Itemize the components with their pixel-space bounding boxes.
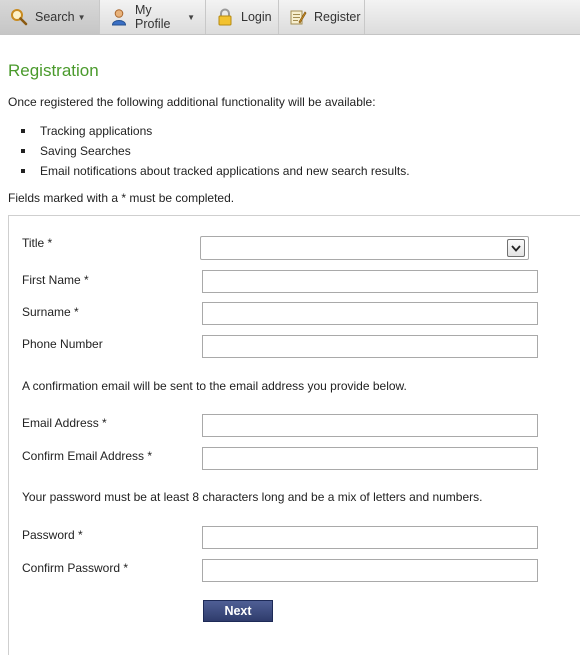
list-item [20, 161, 410, 181]
bullet-icon [21, 149, 25, 153]
title-select[interactable] [200, 236, 529, 260]
nav-search-menu[interactable] [0, 0, 100, 34]
bullet-icon [21, 129, 25, 133]
chevron-down-icon: ▼ [77, 12, 86, 22]
nav-login-link[interactable] [206, 0, 279, 34]
first-name-label: First Name * [22, 273, 89, 287]
nav-my-profile-label: My Profile [135, 3, 171, 31]
intro-text: Once registered the following additional functionality will be available: [8, 95, 376, 109]
password-label: Password * [22, 528, 83, 542]
nav-register-link[interactable] [279, 0, 365, 34]
list-item [20, 121, 410, 141]
title-label: Title * [22, 236, 53, 250]
phone-number-label: Phone Number [22, 337, 103, 351]
feature-label: Email notifications about tracked applications and new search results. [40, 164, 410, 178]
feature-label: Tracking applications [40, 124, 153, 138]
password-info-text: Your password must be at least 8 characters long and be a mix of letters and numbers. [22, 490, 483, 504]
list-item [20, 141, 410, 161]
nav-login-label: Login [241, 10, 272, 24]
confirm-password-label: Confirm Password * [22, 561, 129, 575]
required-fields-note: Fields marked with a * must be completed. [8, 191, 235, 205]
page-title: Registration [8, 61, 99, 80]
confirm-email-address-label: Confirm Email Address * [22, 449, 153, 463]
confirm-email-address-field[interactable] [202, 447, 538, 470]
nav-register-label: Register [314, 10, 361, 24]
nav-search-label: Search [35, 10, 75, 24]
register-icon [289, 8, 307, 26]
feature-label: Saving Searches [40, 144, 131, 158]
chevron-down-icon[interactable] [507, 239, 525, 257]
bullet-icon [21, 169, 25, 173]
email-address-label: Email Address * [22, 416, 107, 430]
email-address-field[interactable] [202, 414, 538, 437]
user-icon [110, 8, 128, 26]
phone-number-field[interactable] [202, 335, 538, 358]
search-icon [10, 8, 28, 26]
password-field[interactable] [202, 526, 538, 549]
surname-field[interactable] [202, 302, 538, 325]
email-info-text: A confirmation email will be sent to the email address you provide below. [22, 379, 407, 393]
nav-my-profile-menu[interactable] [100, 0, 206, 34]
chevron-down-icon: ▼ [187, 12, 195, 22]
confirm-password-field[interactable] [202, 559, 538, 582]
lock-icon [216, 8, 234, 26]
top-navigation-bar [0, 0, 580, 35]
feature-list [20, 121, 410, 181]
first-name-field[interactable] [202, 270, 538, 293]
surname-label: Surname * [22, 305, 79, 319]
next-button[interactable]: Next [203, 600, 273, 622]
